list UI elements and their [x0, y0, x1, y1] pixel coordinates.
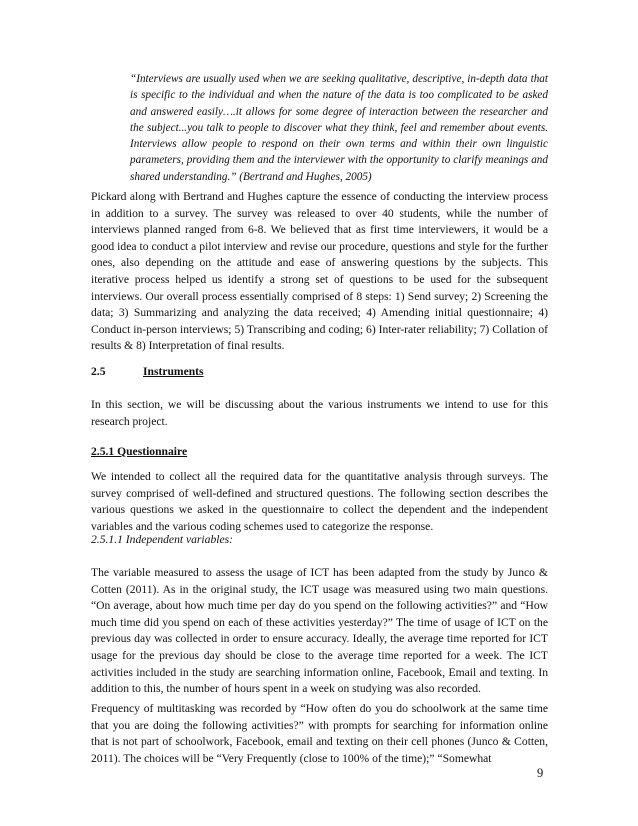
- section-heading: Instruments: [143, 365, 204, 378]
- paragraph-questionnaire: We intended to collect all the required data for the quantitative analysis through surveys. The survey comprised of well-defined and structured questions. The following section describes the various questions we asked in the questionnaire to collect the dependent and the independent variables and the various coding schemes used to categorize the response.: [91, 470, 548, 533]
- subsubsection-heading: 2.5.1.1 Independent variables:: [91, 533, 233, 546]
- paragraph-instruments-intro: In this section, we will be discussing about the various instruments we intend to use for this research project.: [91, 398, 548, 428]
- page-number: 9: [537, 766, 544, 780]
- paragraph-multitasking: Frequency of multitasking was recorded by “How often do you do schoolwork at the same time that you are doing the following activities?” with prompts for searching for information online that is not part of schoolwork, Facebook, email and texting on their cell phones (Junco & Cotten, 2011). The choices will be “Very Frequently (close to 100% of the time);” “Somewhat: [91, 702, 548, 765]
- block-quote: “Interviews are usually used when we are seeking qualitative, descriptive, in-depth data that is specific to the individual and when the nature of the data is too complicated to be asked and answered easily….it allows for some degree of interaction between the researcher and the subject...you talk to people to discover what they think, feel and remember about events. Interviews allow people to respond on their own terms and within their own linguistic parameters, providing them and the interviewer with the opportunity to clarify meanings and shared understanding.” (Bertrand and Hughes, 2005): [130, 73, 548, 183]
- subsection-heading: 2.5.1 Questionnaire: [91, 445, 188, 458]
- paragraph-ict-usage: The variable measured to assess the usage of ICT has been adapted from the study by Junco & Cotten (2011). As in the original study, the ICT usage was measured using two main questions. “On average, about how much time per day do you spend on the following activities?” and “How much time did you spend on each of these activities yesterday?” The time of usage of ICT on the previous day was collected in order to ensure accuracy. Ideally, the average time reported for ICT usage for the previous day should be close to the average time reported for a week. The ICT activities included in the study are searching information online, Facebook, Email and texting. In addition to this, the number of hours spent in a week on studying was also recorded.: [91, 566, 548, 696]
- paragraph-interview-process: Pickard along with Bertrand and Hughes capture the essence of conducting the interview process in addition to a survey. The survey was released to over 40 students, while the number of interviews planned ranged from 6-8. We believed that as first time interviewers, it would be a good idea to conduct a pilot interview and revise our procedure, questions and style for the further ones, also depending on the attitude and ease of answering questions by the subjects. This iterative process helped us identify a strong set of questions to be used for the subsequent interviews. Our overall process essentially comprised of 8 steps: 1) Send survey; 2) Screening the data; 3) Summarizing and analyzing the data received; 4) Amending initial questionnaire; 4) Conduct in-person interviews; 5) Transcribing and coding; 6) Inter-rater reliability; 7) Collation of results & 8) Interpretation of final results.: [91, 190, 548, 353]
- section-number: 2.5: [91, 365, 106, 378]
